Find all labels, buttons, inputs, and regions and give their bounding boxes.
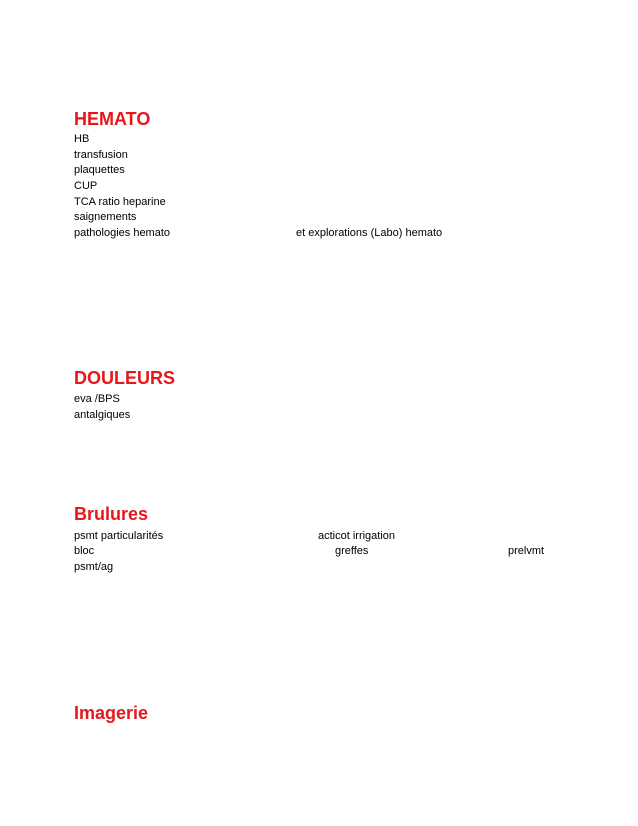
hemato-item-cup: CUP <box>74 180 98 192</box>
hemato-item-pathologies: pathologies hemato <box>74 227 171 239</box>
brulures-item-bloc: bloc <box>74 545 95 557</box>
brulures-item-greffes: greffes <box>335 545 369 557</box>
hemato-item-hb: HB <box>74 133 90 145</box>
brulures-item-acticot: acticot irrigation <box>318 530 396 542</box>
douleurs-item-eva: eva /BPS <box>74 393 120 405</box>
section-title-brulures: Brulures <box>74 504 149 524</box>
hemato-item-saignements: saignements <box>74 211 137 223</box>
hemato-item-tca: TCA ratio heparine <box>74 196 166 208</box>
section-title-hemato: HEMATO <box>74 109 151 129</box>
section-title-imagerie: Imagerie <box>74 703 149 723</box>
hemato-item-transfusion: transfusion <box>74 149 128 161</box>
douleurs-item-antalgiques: antalgiques <box>74 409 131 421</box>
brulures-item-psmt-particularites: psmt particularités <box>74 530 164 542</box>
hemato-item-explorations: et explorations (Labo) hemato <box>296 227 443 239</box>
brulures-item-psmt-ag: psmt/ag <box>74 561 114 573</box>
brulures-item-prelvmt: prelvmt <box>508 545 545 557</box>
hemato-item-plaquettes: plaquettes <box>74 164 125 176</box>
section-title-douleurs: DOULEURS <box>74 368 176 388</box>
